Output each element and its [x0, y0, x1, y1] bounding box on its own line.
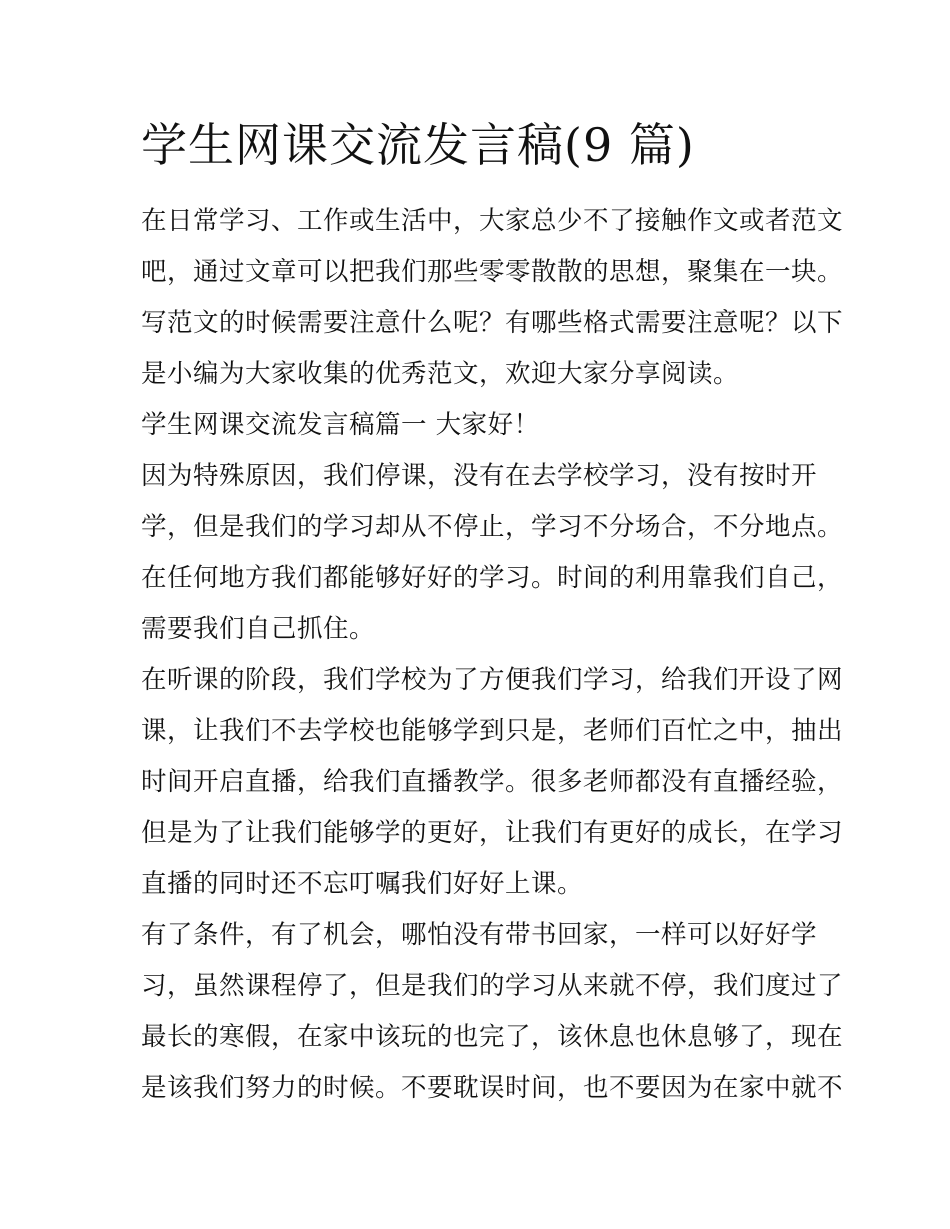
text-line: 在日常学习、工作或生活中，大家总少不了接触作文或者范文	[141, 206, 844, 236]
text-line: 写范文的时候需要注意什么呢？有哪些格式需要注意呢？以下	[141, 308, 844, 338]
text-line: 习，虽然课程停了，但是我们的学习从来就不停，我们度过了	[141, 971, 844, 1001]
text-line: 是小编为大家收集的优秀范文，欢迎大家分享阅读。	[141, 359, 740, 389]
text-line: 吧，通过文章可以把我们那些零零散散的思想，聚集在一块。	[141, 257, 844, 287]
text-line: 直播的同时还不忘叮嘱我们好好上课。	[141, 869, 584, 899]
text-line: 在听课的阶段，我们学校为了方便我们学习，给我们开设了网	[141, 665, 844, 695]
text-line: 有了条件，有了机会，哪怕没有带书回家，一样可以好好学	[141, 920, 818, 950]
text-line: 需要我们自己抓住。	[141, 614, 376, 644]
text-line: 是该我们努力的时候。不要耽误时间，也不要因为在家中就不	[141, 1073, 844, 1103]
text-line: 最长的寒假，在家中该玩的也完了，该休息也休息够了，现在	[141, 1022, 844, 1052]
text-line: 因为特殊原因，我们停课，没有在去学校学习，没有按时开	[141, 461, 818, 491]
text-line: 但是为了让我们能够学的更好，让我们有更好的成长，在学习	[141, 818, 844, 848]
document-title: 学生网课交流发言稿(9 篇)	[141, 118, 695, 172]
text-line: 时间开启直播，给我们直播教学。很多老师都没有直播经验，	[141, 767, 844, 797]
text-line: 课，让我们不去学校也能够学到只是，老师们百忙之中，抽出	[141, 716, 844, 746]
section-heading-line: 学生网课交流发言稿篇一 大家好！	[141, 410, 540, 440]
text-line: 在任何地方我们都能够好好的学习。时间的利用靠我们自己，	[141, 563, 844, 593]
text-line: 学，但是我们的学习却从不停止，学习不分场合，不分地点。	[141, 512, 844, 542]
